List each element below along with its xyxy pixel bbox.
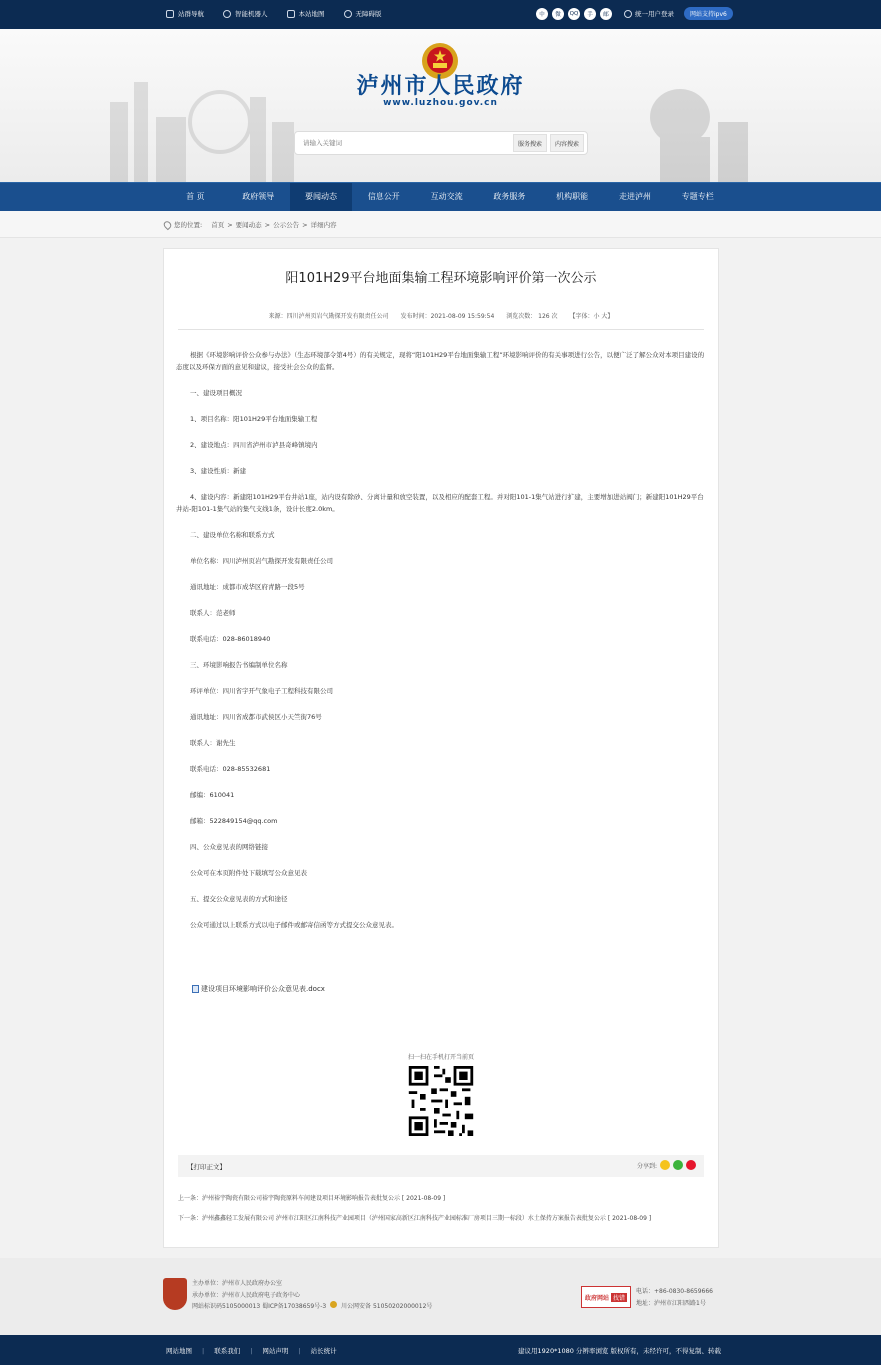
article-meta (164, 311, 718, 320)
paragraph: 联系电话：028-85532681 (190, 765, 271, 773)
paragraph: 通讯地址：成都市成华区府青路一段5号 (190, 583, 305, 591)
user-icon (624, 10, 632, 18)
sitemap-link[interactable]: 本站地图 (287, 9, 325, 18)
ipv6-badge: 网站支持ipv6 (684, 7, 733, 20)
robot-icon (223, 10, 231, 18)
separator: | (298, 1346, 301, 1355)
paragraph: 三、环境影响报告书编制单位名称 (190, 661, 288, 669)
site-header (0, 29, 881, 182)
top-right (536, 7, 733, 20)
gov-badge-text-1: 政府网站 (584, 1294, 609, 1302)
paragraph: 四、公众意见表的网络链接 (190, 843, 268, 851)
paragraph: 根据《环境影响评价公众参与办法》（生态环境部令第4号）的有关规定，现将“阳101H29平台地面集输工程”环境影响评价的有关事项进行公告，以便广泛了解公众对本项目建设的态度以及环保方面的意见和建议，接受社会公众的监督。 (176, 351, 705, 371)
gov-error-badge[interactable] (581, 1286, 631, 1308)
paragraph: 4、建设内容：新建阳101H29平台井站1座，站内设有除砂、分离计量和放空装置，以及相应的配套工程。并对阳101-1集气站进行扩建，主要增加进站阀门；新建阳101H29平台井站-阳101-1集气站的集气支线1条，设计长度2.0km。 (176, 493, 704, 513)
share-group (637, 1160, 696, 1170)
nav-services[interactable]: 政务服务 (493, 192, 526, 201)
breadcrumb (0, 211, 881, 238)
prev-article-link[interactable]: 上一条：泸州裕宇陶瓷有限公司裕宇陶瓷原料车间建设项目环境影响报告表批复公示 [ 2021-08-09 ] (178, 1195, 446, 1202)
next-article-link[interactable]: 下一条：泸州鑫鑫轻工发展有限公司 泸州市江阳区江南科技产业园项目（泸州国家高新区江南科技产业园标准厂房项目三期一标段）水土保持方案报告表批复公示 [ 2021-08-09 ] (178, 1215, 652, 1222)
breadcrumb-home[interactable]: 首页 (211, 221, 225, 229)
weibo-icon[interactable] (686, 1160, 696, 1170)
share-label: 分享到: (636, 1162, 657, 1170)
footer-info (192, 1278, 432, 1313)
qr-label: 扫一扫在手机打开当前页 (407, 1054, 474, 1061)
footer-record[interactable]: 网站标识码5105000013 蜀ICP备17038659号-3 (192, 1303, 327, 1310)
article-date: 发布时间：2021-08-09 15:59:54 (400, 313, 495, 320)
police-icon (330, 1301, 337, 1308)
nav-leaders[interactable]: 政府领导 (242, 192, 275, 201)
accessibility-link[interactable]: 无障碍版 (344, 9, 382, 18)
paragraph: 1、项目名称：阳101H29平台地面集输工程 (190, 415, 318, 423)
nav-items (164, 183, 729, 211)
qr-code (406, 1063, 476, 1139)
footer-undertaker: 承办单位：泸州市人民政府电子政务中心 (192, 1291, 301, 1299)
bottom-links (166, 1346, 337, 1355)
breadcrumb-label: 您的位置: (174, 221, 203, 229)
paragraph: 邮编：610041 (190, 791, 235, 799)
breadcrumb-sep-icon: > (302, 220, 308, 229)
print-button[interactable]: 【打印正文】 (187, 1163, 226, 1171)
paragraph: 一、建设项目概况 (190, 389, 242, 397)
paragraph: 二、建设单位名称和联系方式 (190, 531, 275, 539)
breadcrumb-sep-icon: > (227, 220, 233, 229)
nav-info-public[interactable]: 信息公开 (367, 192, 400, 201)
location-pin-icon (162, 219, 173, 230)
site-group-link[interactable]: 站群导航 (166, 9, 204, 18)
footer-sitemap-link[interactable]: 网站地图 (166, 1347, 192, 1355)
copyright-notice: 建议用1920*1080 分辨率浏览 版权所有，未经许可，不得复制、转载 (518, 1347, 721, 1355)
footer-host: 主办单位：泸州市人民政府办公室 (192, 1280, 283, 1287)
breadcrumb-notice[interactable]: 公示公告 (273, 221, 300, 229)
search-box (294, 131, 588, 155)
site-footer (0, 1258, 881, 1335)
nav-institutions[interactable]: 机构职能 (556, 192, 589, 201)
paragraph: 单位名称：四川泸州页岩气勘探开发有限责任公司 (190, 557, 333, 565)
top-links (166, 9, 382, 18)
paragraph: 五、提交公众意见表的方式和途径 (190, 895, 288, 903)
wechat-icon[interactable]: 微 (552, 8, 564, 20)
separator: | (250, 1346, 253, 1355)
gov-badge-text-2: 找错 (613, 1294, 626, 1302)
attachment-name: 建设项目环境影响评价公众意见表.docx (201, 985, 325, 993)
grid-icon (166, 10, 174, 18)
nav-home[interactable]: 首 页 (186, 192, 205, 201)
paragraph: 3、建设性质：新建 (190, 467, 247, 475)
mail-icon[interactable]: 邮 (600, 8, 612, 20)
paragraph: 2、建设地点：四川省泸州市泸县奇峰镇境内 (190, 441, 318, 449)
bottom-bar (0, 1335, 881, 1365)
paragraph: 邮箱：522849154@qq.com (190, 817, 278, 825)
divider (178, 329, 704, 330)
breadcrumb-current: 详细内容 (310, 221, 337, 229)
article-body (176, 349, 706, 945)
mobile-icon[interactable]: 手 (584, 8, 596, 20)
breadcrumb-inner (164, 220, 337, 229)
top-bar (0, 0, 881, 29)
paragraph: 联系人：范老师 (190, 609, 236, 617)
font-size-toggle[interactable]: 【字体：小 大】 (569, 313, 614, 320)
article-title: 阳101H29平台地面集输工程环境影响评价第一次公示 (285, 271, 597, 286)
nav-news[interactable]: 要闻动态 (290, 183, 353, 211)
footer-statement-link[interactable]: 网站声明 (262, 1347, 289, 1355)
footer-police[interactable]: 川公网安备 51050202000012号 (341, 1303, 433, 1310)
nav-about-luzhou[interactable]: 走进泸州 (618, 192, 651, 201)
article-card (163, 248, 719, 1248)
article-source: 来源：四川泸州页岩气勘探开发有限责任公司 (268, 313, 389, 320)
article-views: 浏览次数： 126 次 (506, 313, 558, 320)
content-search-button[interactable]: 内容搜索 (550, 134, 584, 152)
footer-records (192, 1301, 432, 1313)
site-url: www.luzhou.gov.cn (383, 98, 498, 108)
footer-contact (636, 1286, 713, 1310)
breadcrumb-news[interactable]: 要闻动态 (235, 221, 262, 229)
paragraph: 公众可在本页附件处下载填写公众意见表 (190, 869, 307, 877)
nav-interaction[interactable]: 互动交流 (430, 192, 463, 201)
share-bar (178, 1155, 704, 1177)
wechat-share-icon[interactable] (673, 1160, 683, 1170)
paragraph: 联系电话：028-86018940 (190, 635, 271, 643)
sitemap-icon (287, 10, 295, 18)
separator: | (202, 1346, 205, 1355)
footer-address: 地址：泸州市江阳西路1号 (636, 1300, 706, 1307)
paragraph: 联系人：谢先生 (190, 739, 236, 747)
robot-link[interactable]: 智能机器人 (223, 9, 268, 18)
site-title[interactable]: 泸州市人民政府 (356, 73, 525, 99)
paragraph: 公众可通过以上联系方式以电子邮件或邮寄信函等方式提交公众意见表。 (190, 921, 398, 929)
footer-phone: 电话：+86-0830-8659666 (636, 1288, 713, 1295)
footer-stats-link[interactable]: 站长统计 (310, 1347, 337, 1355)
main-nav (0, 182, 881, 211)
accessibility-icon (344, 10, 352, 18)
file-icon (192, 985, 199, 993)
footer-contact-link[interactable]: 联系我们 (214, 1347, 241, 1355)
paragraph: 通讯地址：四川省成都市武侯区小天竺街76号 (190, 713, 322, 721)
search-input[interactable] (295, 132, 513, 154)
attachment-link[interactable] (192, 984, 325, 994)
breadcrumb-sep-icon: > (264, 220, 271, 229)
party-badge-icon[interactable] (163, 1278, 187, 1310)
paragraph: 环评单位：四川省宇开气象电子工程科技有限公司 (190, 687, 333, 695)
qzone-icon[interactable] (660, 1160, 670, 1170)
login-link[interactable]: 统一用户登录 (624, 9, 674, 18)
service-search-button[interactable]: 服务搜索 (513, 134, 547, 152)
nav-topics[interactable]: 专题专栏 (681, 192, 714, 201)
qq-icon[interactable]: QQ (568, 8, 580, 20)
chinese-icon[interactable]: 中 (536, 8, 548, 20)
